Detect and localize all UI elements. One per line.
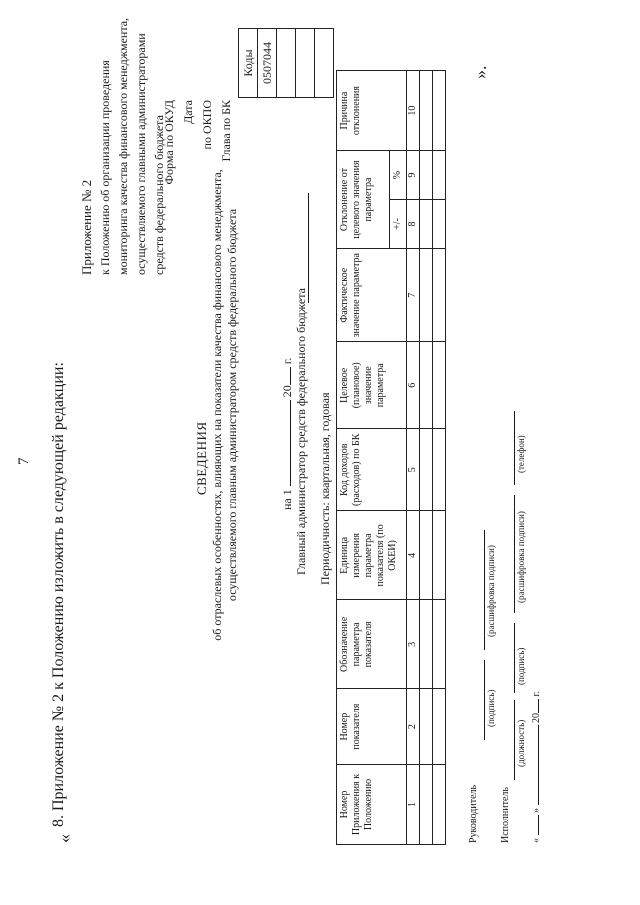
code-okpo: [296, 29, 315, 98]
head-decode-caption: (расшифровка подписи): [486, 545, 496, 637]
document-subtitle: об отраслевых особенностях, влияющих на показатели качества финансового менеджмента, осуществляемого главным администратором средств федерального бюджета: [210, 169, 239, 641]
col-number: 1: [407, 764, 420, 844]
quote-close: ».: [470, 65, 490, 79]
signature-date: [526, 691, 542, 843]
executor-phone-caption: (телефон): [516, 435, 526, 473]
header-parameter-designation: Обозначение параметра показателя: [337, 600, 407, 689]
table-header-row: [337, 71, 390, 845]
executor-label: Исполнитель: [500, 787, 511, 843]
day-blank: [526, 816, 539, 836]
head-label: Руководитель: [468, 784, 479, 843]
date-quote-close: »: [531, 808, 542, 813]
codes-header: Коды: [239, 29, 258, 98]
header-target-value: Целевое (плановое) значение параметра: [337, 342, 407, 429]
col-number: 4: [407, 511, 420, 600]
form-label-okpo: по ОКПО: [200, 100, 214, 150]
executor-phone-line: [514, 411, 515, 485]
form-labels: [160, 100, 236, 260]
header-appendix-number: Номер Приложения к Положению: [337, 764, 407, 844]
appendix-title: Приложение № 2: [79, 179, 94, 275]
date-year: 20: [280, 385, 294, 398]
executor-decode-caption: (расшифровка подписи): [516, 511, 526, 603]
header-bk-code: Код доходов (расходов) по БК: [337, 429, 407, 511]
header-deviation-pct: %: [390, 151, 407, 200]
amendment-heading: 8. Приложение № 2 к Положению изложить в следующей редакции:: [50, 362, 67, 827]
date-quote-open: «: [531, 838, 542, 843]
col-number: 5: [407, 429, 420, 511]
form-label-date: Дата: [181, 100, 195, 124]
col-number: 10: [407, 71, 420, 151]
date-prefix: на 1: [280, 489, 294, 510]
quote-open: «: [54, 834, 74, 843]
periodicity: Периодичность: квартальная, годовая: [318, 392, 332, 585]
header-actual-value: Фактическое значение параметра: [337, 249, 407, 342]
header-deviation-reason: Причина отклонения: [337, 71, 407, 151]
form-label-bk: Глава по БК: [219, 100, 233, 162]
form-label-okud: Форма по ОКУД: [162, 100, 176, 185]
col-number: 9: [407, 151, 420, 200]
sig-year: 20: [531, 713, 542, 723]
col-number: 2: [407, 689, 420, 765]
sig-year-blank: [526, 699, 539, 713]
executor-sign-caption: (подпись): [516, 647, 526, 685]
sig-g: г.: [531, 691, 542, 697]
table-number-row: [407, 71, 420, 845]
col-number: 6: [407, 342, 420, 429]
head-sign-line: [484, 660, 485, 740]
executor-decode-line: [514, 495, 515, 613]
table-row: [433, 71, 446, 845]
head-sign-caption: (подпись): [486, 689, 496, 727]
admin-label: Главный администратор средств федерального бюджета: [294, 288, 308, 575]
executor-position-line: [514, 700, 515, 780]
header-indicator-number: Номер показателя: [337, 689, 407, 765]
document-title: СВЕДЕНИЯ: [194, 421, 209, 495]
executor-position-caption: (должность): [516, 719, 526, 767]
code-bk: [315, 29, 334, 98]
col-number: 7: [407, 249, 420, 342]
year-blank: [278, 367, 291, 385]
head-decode-line: [484, 530, 485, 650]
col-number: 8: [407, 200, 420, 249]
data-table: [336, 70, 446, 845]
admin-blank-line: [308, 193, 309, 303]
appendix-block: [78, 5, 168, 275]
executor-sign-line: [514, 623, 515, 693]
header-deviation: Отклонение от целевого значения параметра: [337, 151, 390, 249]
codes-table: [238, 28, 334, 98]
col-number: 3: [407, 600, 420, 689]
month-blank: [526, 726, 539, 806]
code-okud: 0507044: [258, 29, 277, 98]
page-number: 7: [16, 457, 32, 465]
table-row: [420, 71, 433, 845]
header-unit: Единица измерения параметра показателя (по ОКЕИ): [337, 511, 407, 600]
header-deviation-abs: +/-: [390, 200, 407, 249]
code-date: [277, 29, 296, 98]
date-suffix: г.: [280, 357, 294, 365]
appendix-text: к Положению об организации проведения мониторинга качества финансового менеджмента, осуществляемого главными администраторами средств федерального бюджета: [98, 17, 166, 275]
report-date-line: [278, 358, 295, 510]
date-blank: [278, 400, 291, 486]
